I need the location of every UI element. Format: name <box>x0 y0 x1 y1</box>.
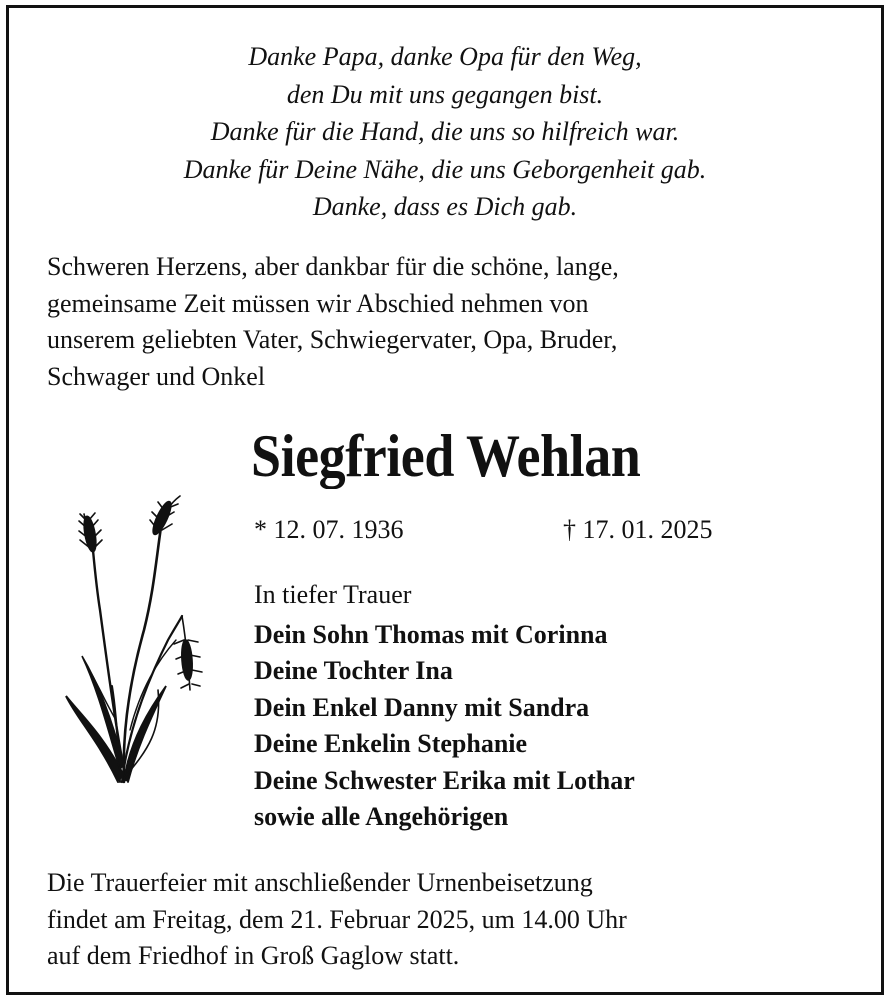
poem-line: Danke für die Hand, die uns so hilfreich war. <box>210 117 680 147</box>
death-date: † 17. 01. 2025 <box>563 515 713 544</box>
funeral-line: auf dem Friedhof in Groß Gaglow statt. <box>47 941 460 971</box>
funeral-line: findet am Freitag, dem 21. Februar 2025, um 14.00 Uhr <box>47 904 627 934</box>
funeral-line: Die Trauerfeier mit anschließender Urnenbeisetzung <box>47 868 593 897</box>
intro-line: gemeinsame Zeit müssen wir Abschied nehmen von <box>47 288 589 318</box>
poem-line: den Du mit uns gegangen bist. <box>286 79 604 109</box>
poem-line: Danke für Deine Nähe, die uns Geborgenheit gab. <box>183 154 707 184</box>
poem-line: Danke Papa, danke Opa für den Weg, <box>248 42 642 71</box>
poem-line: Danke, dass es Dich gab. <box>312 192 578 222</box>
mourners-list <box>254 617 635 835</box>
mourning-label: In tiefer Trauer <box>254 580 412 609</box>
list-item: Deine Schwester Erika mit Lothar <box>254 765 635 795</box>
funeral-info <box>47 865 627 975</box>
wheat-illustration-icon <box>58 490 206 790</box>
birth-date: * 12. 07. 1936 <box>254 515 404 544</box>
intro-text <box>47 249 619 395</box>
intro-line: Schwager und Onkel <box>47 361 266 391</box>
list-item: Dein Sohn Thomas mit Corinna <box>254 620 608 649</box>
intro-line: Schweren Herzens, aber dankbar für die schöne, lange, <box>47 252 619 281</box>
poem <box>0 38 890 226</box>
list-item: Dein Enkel Danny mit Sandra <box>254 692 590 722</box>
list-item: Deine Enkelin Stephanie <box>254 729 528 759</box>
list-item: sowie alle Angehörigen <box>254 802 509 832</box>
deceased-name: Siegfried Wehlan <box>251 423 641 489</box>
list-item: Deine Tochter Ina <box>254 656 453 686</box>
intro-line: unserem geliebten Vater, Schwiegervater, Opa, Bruder, <box>47 325 618 354</box>
